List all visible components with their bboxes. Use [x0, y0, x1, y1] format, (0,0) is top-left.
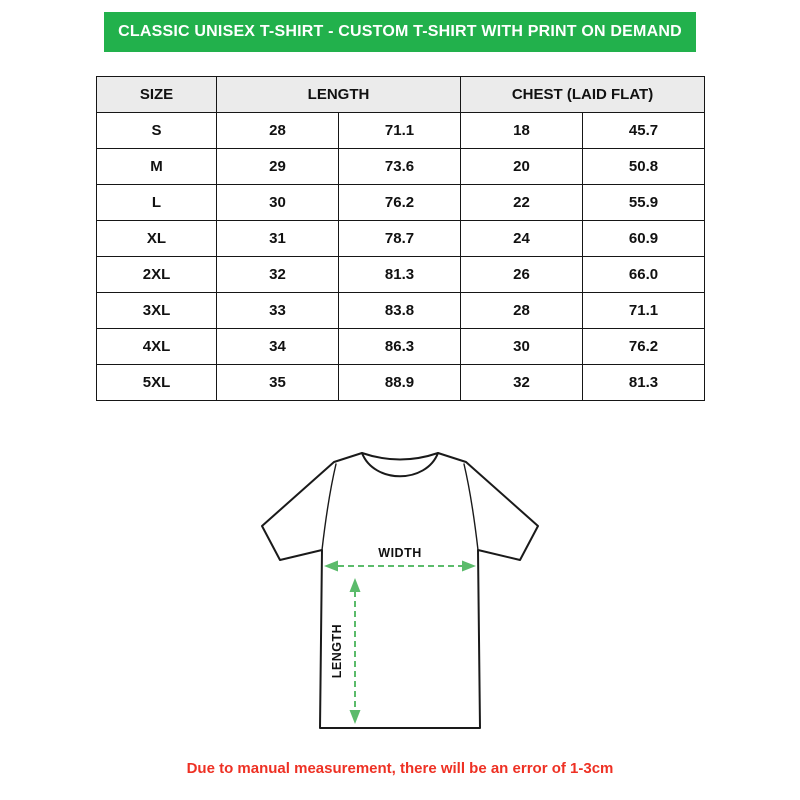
size-chart-table: [96, 76, 705, 401]
cell-chest-cm: 81.3: [583, 365, 705, 401]
measurement-diagram: [250, 440, 550, 750]
tshirt-diagram: [250, 440, 550, 750]
cell-size: S: [97, 113, 217, 149]
col-header-chest: CHEST (LAID FLAT): [461, 77, 705, 113]
tshirt-back-collar: [362, 453, 438, 460]
cell-size: 4XL: [97, 329, 217, 365]
cell-size: 5XL: [97, 365, 217, 401]
cell-chest-cm: 55.9: [583, 185, 705, 221]
cell-size: L: [97, 185, 217, 221]
table-row: [97, 329, 705, 365]
cell-chest-in: 22: [461, 185, 583, 221]
cell-length-in: 28: [217, 113, 339, 149]
cell-length-in: 33: [217, 293, 339, 329]
cell-chest-cm: 50.8: [583, 149, 705, 185]
col-header-size: SIZE: [97, 77, 217, 113]
page-title: CLASSIC UNISEX T-SHIRT - CUSTOM T-SHIRT WITH PRINT ON DEMAND: [118, 23, 682, 40]
cell-chest-in: 28: [461, 293, 583, 329]
table-row: [97, 185, 705, 221]
cell-length-cm: 88.9: [339, 365, 461, 401]
title-banner: [104, 12, 696, 52]
col-header-length: LENGTH: [217, 77, 461, 113]
cell-chest-cm: 66.0: [583, 257, 705, 293]
cell-size: 3XL: [97, 293, 217, 329]
width-label: WIDTH: [378, 546, 422, 560]
cell-chest-cm: 60.9: [583, 221, 705, 257]
cell-chest-in: 32: [461, 365, 583, 401]
cell-chest-in: 30: [461, 329, 583, 365]
table-row: [97, 257, 705, 293]
length-label: LENGTH: [330, 623, 344, 679]
cell-length-cm: 73.6: [339, 149, 461, 185]
table-row: [97, 113, 705, 149]
cell-length-cm: 76.2: [339, 185, 461, 221]
cell-size: M: [97, 149, 217, 185]
tshirt-outline-group: [262, 453, 538, 728]
cell-length-cm: 71.1: [339, 113, 461, 149]
cell-chest-cm: 71.1: [583, 293, 705, 329]
tshirt-body: [262, 453, 538, 728]
cell-chest-in: 20: [461, 149, 583, 185]
cell-length-in: 34: [217, 329, 339, 365]
cell-size: 2XL: [97, 257, 217, 293]
cell-chest-in: 18: [461, 113, 583, 149]
cell-length-cm: 83.8: [339, 293, 461, 329]
table-header-row: [97, 77, 705, 113]
cell-size: XL: [97, 221, 217, 257]
cell-length-in: 29: [217, 149, 339, 185]
cell-length-cm: 81.3: [339, 257, 461, 293]
cell-length-in: 32: [217, 257, 339, 293]
cell-length-cm: 78.7: [339, 221, 461, 257]
table-row: [97, 293, 705, 329]
cell-length-in: 31: [217, 221, 339, 257]
cell-length-in: 35: [217, 365, 339, 401]
cell-chest-in: 26: [461, 257, 583, 293]
table-row: [97, 221, 705, 257]
table-row: [97, 365, 705, 401]
cell-chest-in: 24: [461, 221, 583, 257]
cell-length-in: 30: [217, 185, 339, 221]
cell-chest-cm: 45.7: [583, 113, 705, 149]
measurement-disclaimer: Due to manual measurement, there will be an error of 1-3cm: [186, 760, 614, 777]
cell-length-cm: 86.3: [339, 329, 461, 365]
table-row: [97, 149, 705, 185]
cell-chest-cm: 76.2: [583, 329, 705, 365]
